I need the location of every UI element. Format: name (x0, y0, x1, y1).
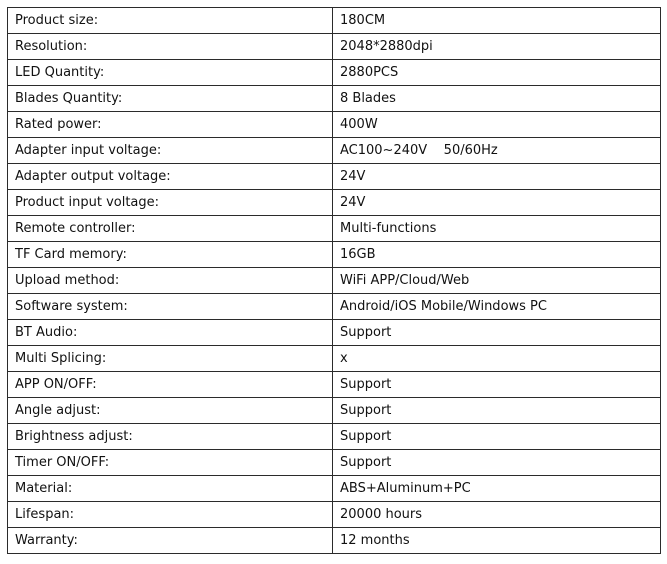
table-row (8, 190, 661, 216)
spec-value: 24V (333, 190, 661, 216)
spec-label: Product size: (8, 8, 333, 34)
spec-value: Support (333, 372, 661, 398)
spec-value: 2048*2880dpi (333, 34, 661, 60)
spec-label: APP ON/OFF: (8, 372, 333, 398)
table-row (8, 502, 661, 528)
spec-value: Support (333, 320, 661, 346)
spec-label: Resolution: (8, 34, 333, 60)
table-row (8, 320, 661, 346)
spec-value: 20000 hours (333, 502, 661, 528)
spec-label: Blades Quantity: (8, 86, 333, 112)
table-row (8, 268, 661, 294)
spec-value: WiFi APP/Cloud/Web (333, 268, 661, 294)
spec-label: Software system: (8, 294, 333, 320)
spec-label: TF Card memory: (8, 242, 333, 268)
spec-value: 400W (333, 112, 661, 138)
table-row (8, 164, 661, 190)
table-row (8, 476, 661, 502)
spec-value: Multi-functions (333, 216, 661, 242)
spec-label: LED Quantity: (8, 60, 333, 86)
table-row (8, 86, 661, 112)
table-row (8, 242, 661, 268)
spec-label: Adapter output voltage: (8, 164, 333, 190)
spec-label: Rated power: (8, 112, 333, 138)
spec-label: Product input voltage: (8, 190, 333, 216)
table-row (8, 372, 661, 398)
table-row (8, 528, 661, 554)
spec-label: Warranty: (8, 528, 333, 554)
spec-label: Lifespan: (8, 502, 333, 528)
spec-label: Multi Splicing: (8, 346, 333, 372)
spec-value: Support (333, 398, 661, 424)
spec-value: 8 Blades (333, 86, 661, 112)
table-row (8, 294, 661, 320)
spec-label: Material: (8, 476, 333, 502)
table-row (8, 112, 661, 138)
spec-value: ABS+Aluminum+PC (333, 476, 661, 502)
spec-value: 24V (333, 164, 661, 190)
spec-label: Brightness adjust: (8, 424, 333, 450)
spec-label: Timer ON/OFF: (8, 450, 333, 476)
table-row (8, 216, 661, 242)
table-row (8, 60, 661, 86)
spec-value: Support (333, 450, 661, 476)
spec-value: Support (333, 424, 661, 450)
table-row (8, 424, 661, 450)
spec-value: 2880PCS (333, 60, 661, 86)
table-row (8, 398, 661, 424)
table-row (8, 450, 661, 476)
table-row (8, 138, 661, 164)
spec-value: 180CM (333, 8, 661, 34)
spec-label: BT Audio: (8, 320, 333, 346)
spec-value: 12 months (333, 528, 661, 554)
spec-value: Android/iOS Mobile/Windows PC (333, 294, 661, 320)
spec-value: AC100~240V 50/60Hz (333, 138, 661, 164)
spec-value: 16GB (333, 242, 661, 268)
table-row (8, 8, 661, 34)
spec-label: Upload method: (8, 268, 333, 294)
spec-label: Remote controller: (8, 216, 333, 242)
spec-value: x (333, 346, 661, 372)
spec-table (7, 7, 661, 554)
table-row (8, 34, 661, 60)
spec-label: Angle adjust: (8, 398, 333, 424)
table-row (8, 346, 661, 372)
spec-label: Adapter input voltage: (8, 138, 333, 164)
